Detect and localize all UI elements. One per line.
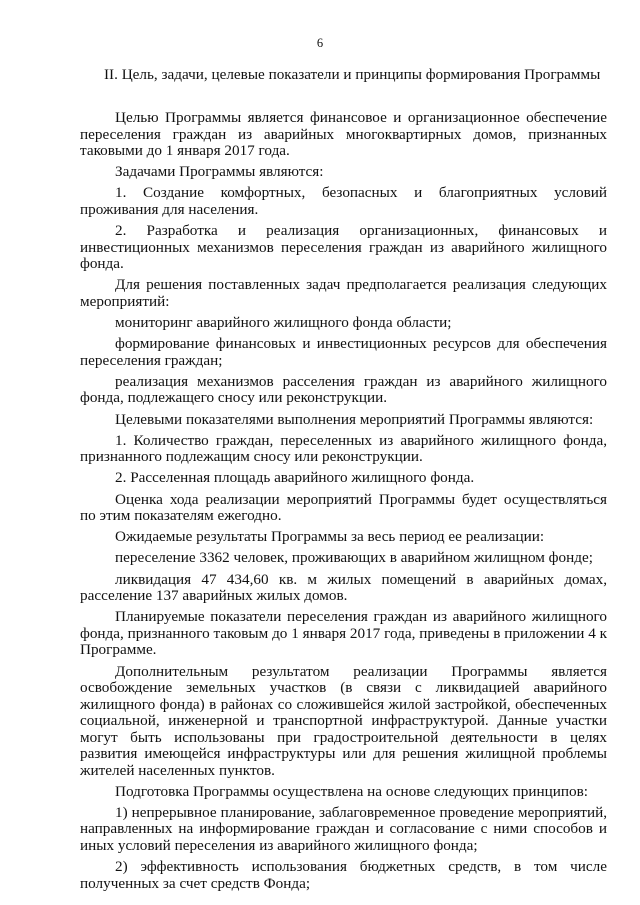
paragraph-result-resettlement: переселение 3362 человек, проживающих в аварийном жилищном фонде;: [115, 549, 593, 567]
paragraph-measure-resources: формирование финансовых и инвестиционных ресурсов для обеспечения переселения граждан;: [80, 335, 607, 369]
paragraph-evaluation: Оценка хода реализации мероприятий Программы будет осуществляться по этим показателям ежегодно.: [80, 490, 607, 525]
paragraph-indicators-heading: Целевыми показателями выполнения мероприятий Программы являются:: [115, 410, 594, 428]
paragraph-principle-1: 1) непрерывное планирование, заблаговременное проведение мероприятий, направленных на информирование граждан и согласование с ними способов и иных условий переселения из аварийного жилищного фонда;: [80, 803, 607, 854]
paragraph-measure-resettlement: реализация механизмов расселения граждан из аварийного жилищного фонда, подлежащего сносу или реконструкции.: [80, 372, 607, 407]
body-text: [80, 110, 607, 897]
paragraph-task-1: 1. Создание комфортных, безопасных и благоприятных условий проживания для населения.: [80, 184, 607, 218]
paragraph-principle-2: 2) эффективность использования бюджетных средств, в том числе полученных за счет средств Фонда;: [80, 858, 607, 892]
section-title: II. Цель, задачи, целевые показатели и принципы формирования Программы: [104, 66, 601, 83]
paragraph-indicator-1: 1. Количество граждан, переселенных из аварийного жилищного фонда, признанного подлежащим сносу или реконструкции.: [80, 431, 607, 466]
paragraph-measure-monitoring: мониторинг аварийного жилищного фонда области;: [115, 313, 452, 331]
paragraph-result-liquidation: ликвидация 47 434,60 кв. м жилых помещений в аварийных домах, расселение 137 аварийных жилых домов.: [80, 570, 607, 605]
paragraph-tasks-heading: Задачами Программы являются:: [115, 163, 324, 181]
paragraph-indicator-2: 2. Расселенная площадь аварийного жилищного фонда.: [115, 469, 475, 487]
paragraph-measures-intro: Для решения поставленных задач предполагается реализация следующих мероприятий:: [80, 276, 607, 310]
paragraph-results-heading: Ожидаемые результаты Программы за весь период ее реализации:: [115, 528, 545, 546]
paragraph-goal: Целью Программы является финансовое и организационное обеспечение переселения граждан из аварийных многоквартирных домов, признанных таковыми до 1 января 2017 года.: [80, 109, 607, 159]
paragraph-principles-heading: Подготовка Программы осуществлена на основе следующих принципов:: [115, 782, 588, 800]
paragraph-planned-indicators: Планируемые показатели переселения граждан из аварийного жилищного фонда, признанного таковым до 1 января 2017 года, приведены в приложении 4 к Программе.: [80, 608, 607, 659]
paragraph-task-2: 2. Разработка и реализация организационных, финансовых и инвестиционных механизмов переселения граждан из аварийного жилищного фонда.: [80, 222, 607, 273]
paragraph-additional-result: Дополнительным результатом реализации Программы является освобождение земельных участков (в связи с ликвидацией аварийного жилищного фонда) в районах со сложившейся жилой застройкой, обеспеченных социальной, инженерной и транспортной инфраструктурой. Данные участки могут быть использованы при градостроительной деятельности в целях развития имеющейся инфраструктуры или для решения жилищной проблемы жителей населенных пунктов.: [80, 662, 607, 779]
page-number: 6: [316, 36, 324, 50]
